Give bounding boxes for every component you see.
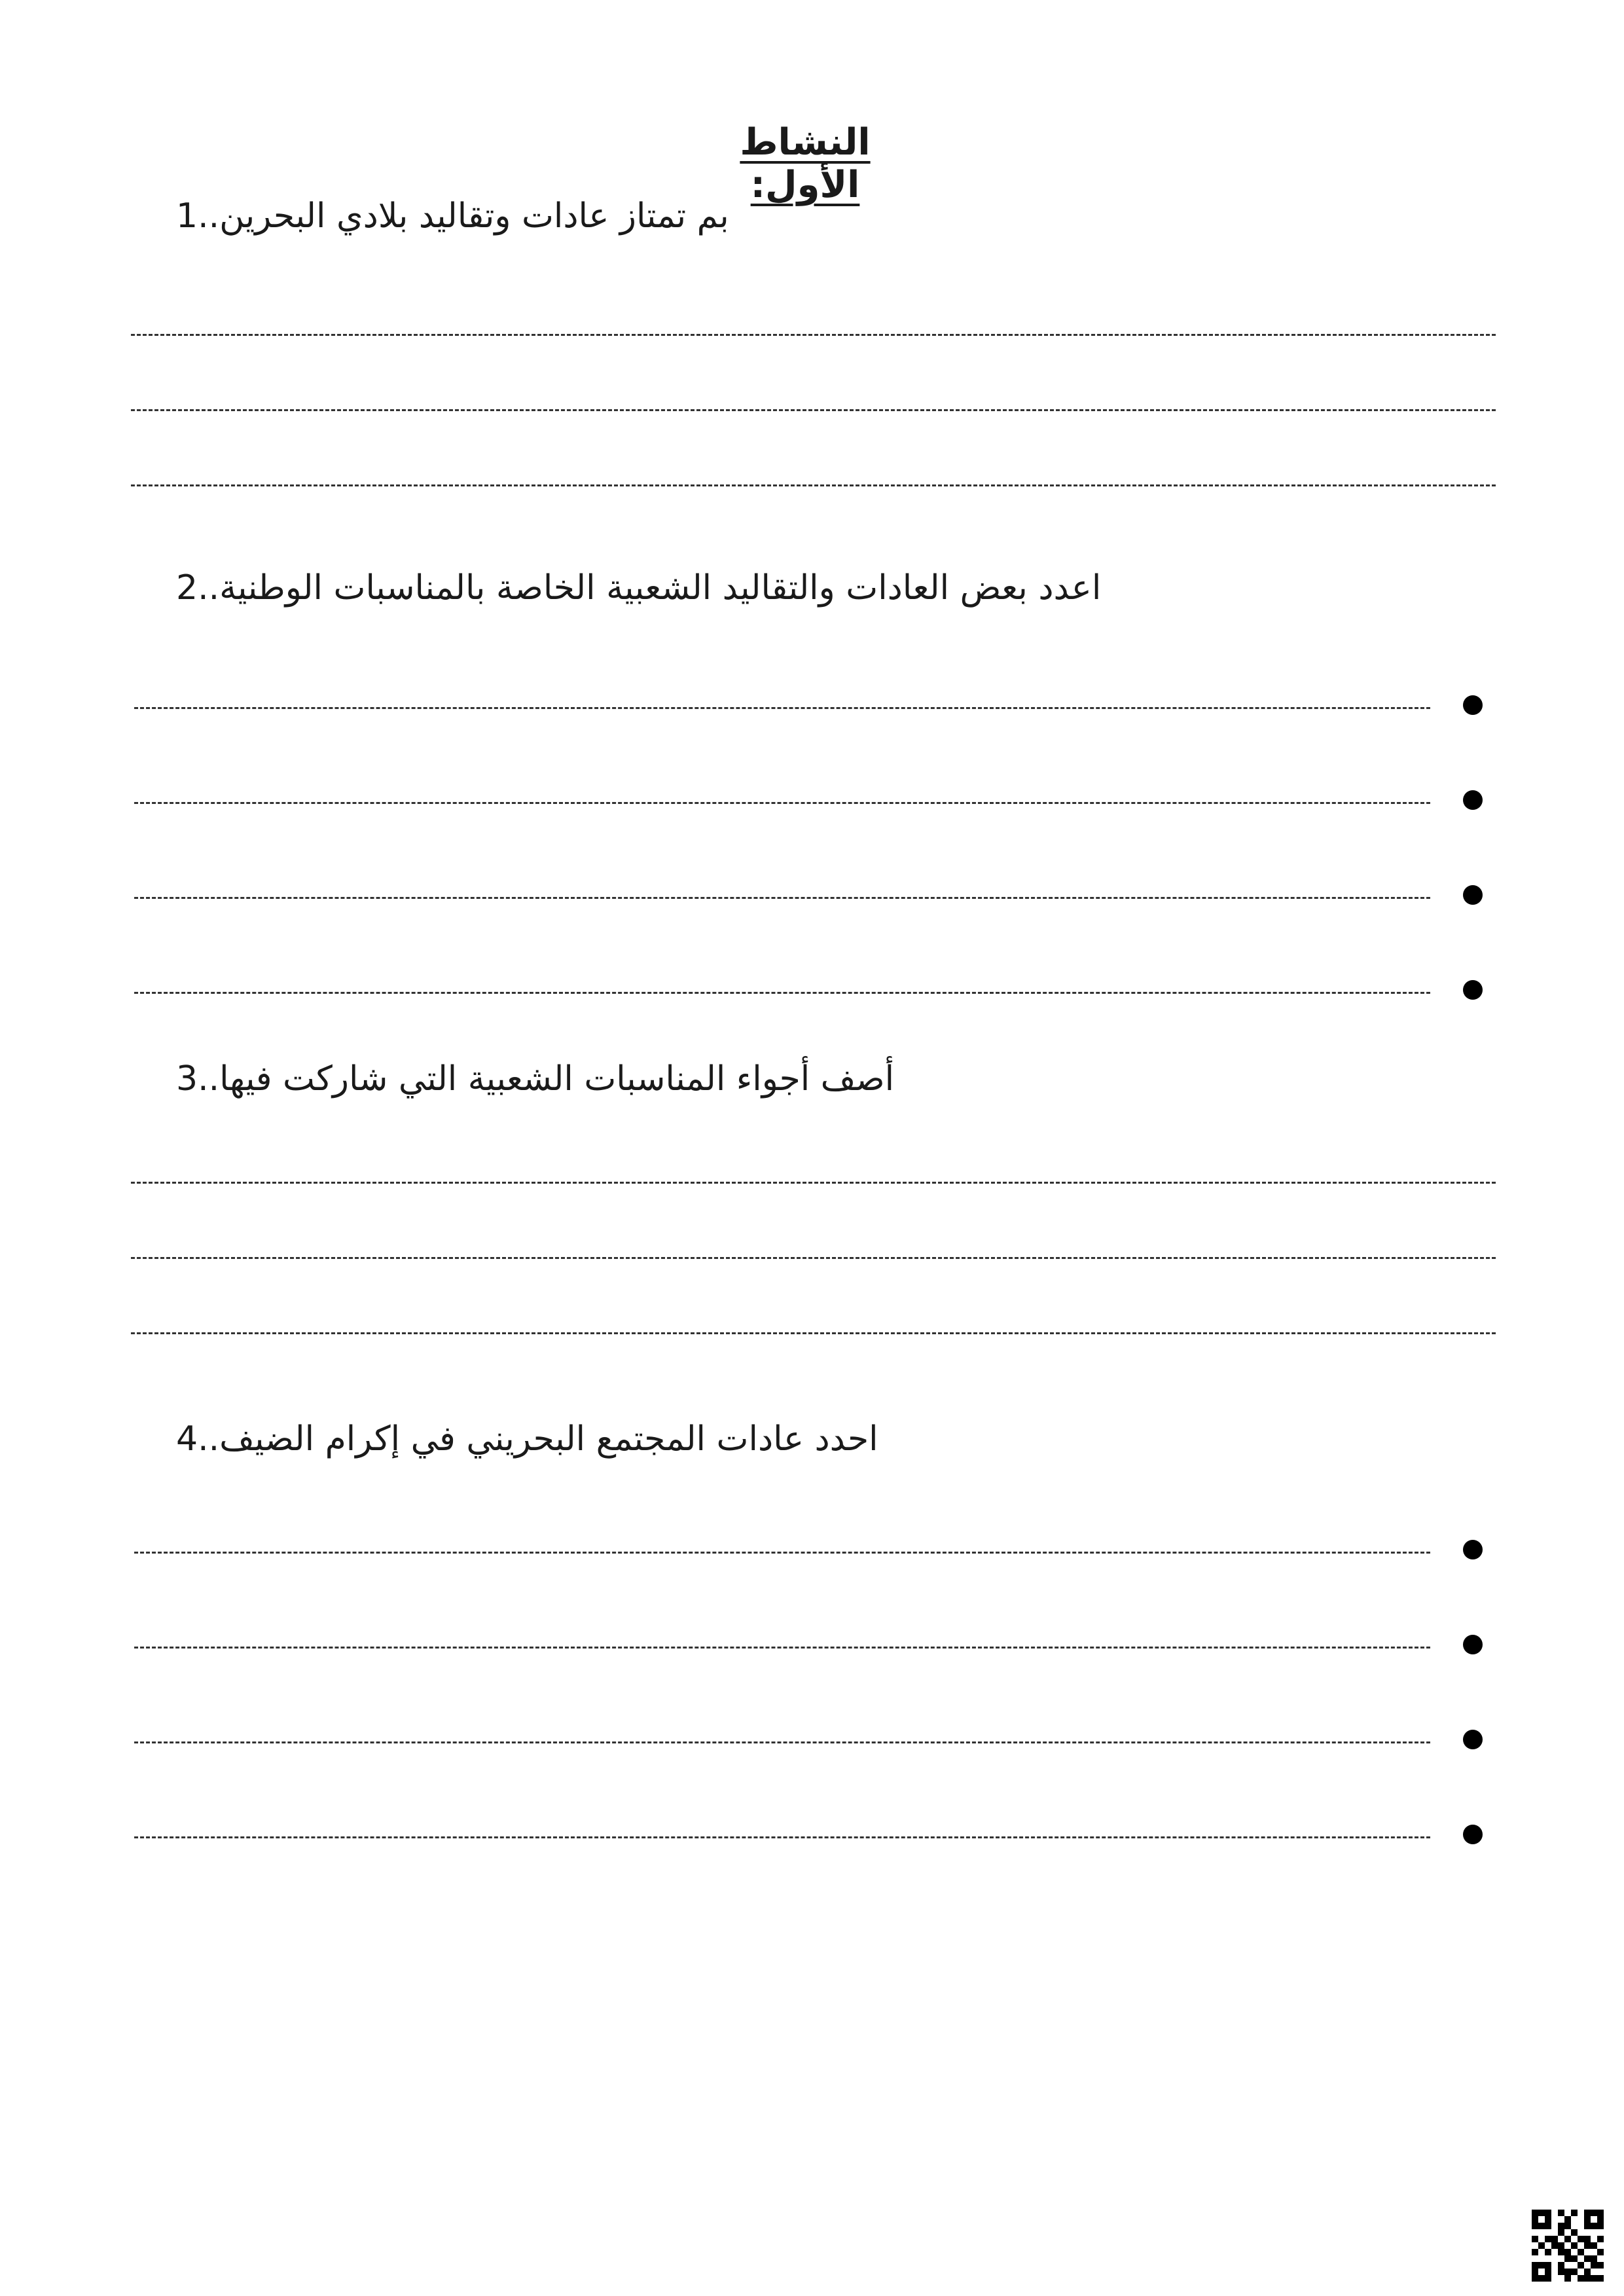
answer-line[interactable]: [134, 1741, 1430, 1743]
answer-line[interactable]: [134, 707, 1430, 709]
question-1: [151, 196, 1460, 236]
question-2: [151, 568, 1460, 608]
bullet-answer-line[interactable]: [134, 1825, 1483, 1851]
bullet-icon: [1463, 885, 1483, 905]
bullet-icon: [1463, 695, 1483, 715]
answer-line[interactable]: [134, 992, 1430, 994]
question-text: احدد عادات المجتمع البحريني في إكرام الضيف.: [208, 1419, 878, 1459]
bullet-answer-line[interactable]: [134, 695, 1483, 721]
bullet-icon: [1463, 1635, 1483, 1654]
bullet-answer-line[interactable]: [134, 1540, 1483, 1566]
answer-line[interactable]: [134, 802, 1430, 804]
answer-line[interactable]: [131, 1332, 1496, 1334]
question-text: بم تمتاز عادات وتقاليد بلادي البحرين.: [208, 196, 729, 236]
question-text: اعدد بعض العادات والتقاليد الشعبية الخاصة بالمناسبات الوطنية.: [208, 568, 1102, 608]
answer-line[interactable]: [134, 1836, 1430, 1838]
answer-line[interactable]: [131, 334, 1496, 336]
bullet-answer-line[interactable]: [134, 1635, 1483, 1661]
question-3: [151, 1059, 1460, 1099]
answer-line[interactable]: [131, 409, 1496, 411]
bullet-icon: [1463, 980, 1483, 1000]
bullet-answer-line[interactable]: [134, 885, 1483, 911]
answer-line[interactable]: [131, 1257, 1496, 1259]
answer-line[interactable]: [131, 484, 1496, 486]
bullet-icon: [1463, 790, 1483, 810]
activity-title: النشاط الأول:: [740, 121, 871, 206]
answer-line[interactable]: [134, 1552, 1430, 1554]
bullet-icon: [1463, 1825, 1483, 1844]
question-number: 3.: [176, 1059, 209, 1099]
question-number: 4.: [176, 1419, 209, 1459]
bullet-icon: [1463, 1540, 1483, 1559]
answer-line[interactable]: [134, 897, 1430, 899]
bullet-answer-line[interactable]: [134, 790, 1483, 816]
bullet-answer-line[interactable]: [134, 980, 1483, 1006]
answer-line[interactable]: [134, 1647, 1430, 1649]
answer-line[interactable]: [131, 1182, 1496, 1184]
bullet-icon: [1463, 1730, 1483, 1749]
question-text: أصف أجواء المناسبات الشعبية التي شاركت فيها.: [208, 1059, 895, 1099]
question-number: 2.: [176, 568, 209, 608]
question-number: 1.: [176, 196, 209, 236]
question-4: [151, 1419, 1460, 1459]
bullet-answer-line[interactable]: [134, 1730, 1483, 1756]
qr-code-icon[interactable]: [1532, 2210, 1604, 2282]
